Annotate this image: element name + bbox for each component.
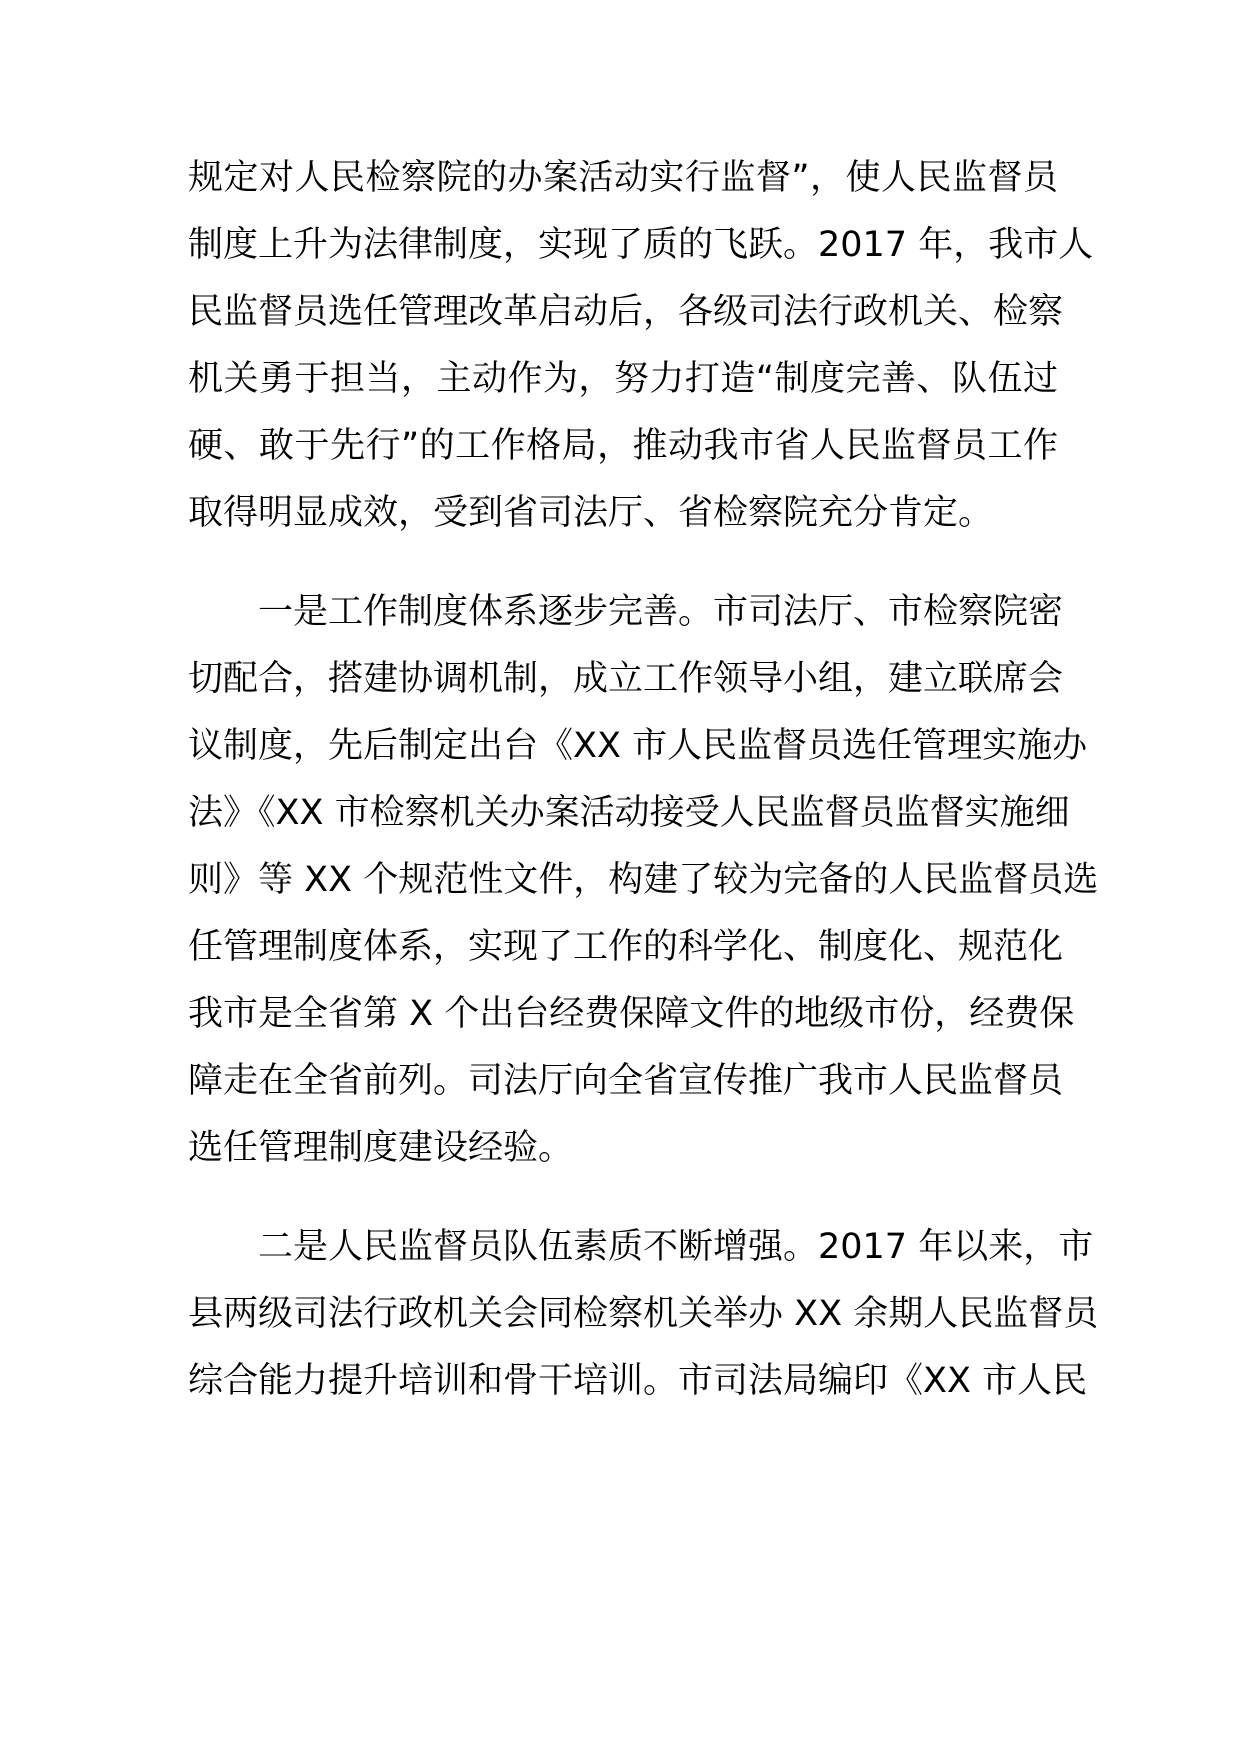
text-line: 议制度，先后制定出台《XX 市人民监督员选任管理实施办: [188, 726, 1088, 766]
text-line: 法》《XX 市检察机关办案活动接受人民监督员监督实施细: [188, 793, 1070, 833]
text-line: 我市是全省第 X 个出台经费保障文件的地级市份，经费保: [188, 994, 1075, 1034]
text-line: 则》等 XX 个规范性文件，构建了较为完备的人民监督员选: [188, 860, 1099, 900]
text-line: 任管理制度体系，实现了工作的科学化、制度化、规范化: [188, 927, 1064, 967]
paragraph-end-line: 选任管理制度建设经验。: [188, 1128, 574, 1168]
text-line: 县两级司法行政机关会同检察机关举办 XX 余期人民监督员: [188, 1294, 1099, 1334]
text-line: 障走在全省前列。司法厅向全省宣传推广我市人民监督员: [188, 1061, 1064, 1101]
text-line: 制度上升为法律制度，实现了质的飞跃。2017 年，我市人: [188, 225, 1094, 265]
text-line: 民监督员选任管理改革启动后，各级司法行政机关、检察: [188, 292, 1064, 332]
text-line: 规定对人民检察院的办案活动实行监督”，使人民监督员: [188, 158, 1058, 198]
text-line: 机关勇于担当，主动作为，努力打造“制度完善、队伍过: [188, 359, 1058, 399]
paragraph-end-line: 取得明显成效，受到省司法厅、省检察院充分肯定。: [188, 493, 994, 533]
text-line: 硬、敢于先行”的工作格局，推动我市省人民监督员工作: [188, 426, 1058, 466]
text-line: 综合能力提升培训和骨干培训。市司法局编印《XX 市人民: [188, 1361, 1088, 1401]
paragraph-first-line: 一是工作制度体系逐步完善。市司法厅、市检察院密: [258, 592, 1064, 632]
text-line: 切配合，搭建协调机制，成立工作领导小组，建立联席会: [188, 659, 1064, 699]
paragraph-first-line: 二是人民监督员队伍素质不断增强。2017 年以来，市: [258, 1227, 1094, 1267]
